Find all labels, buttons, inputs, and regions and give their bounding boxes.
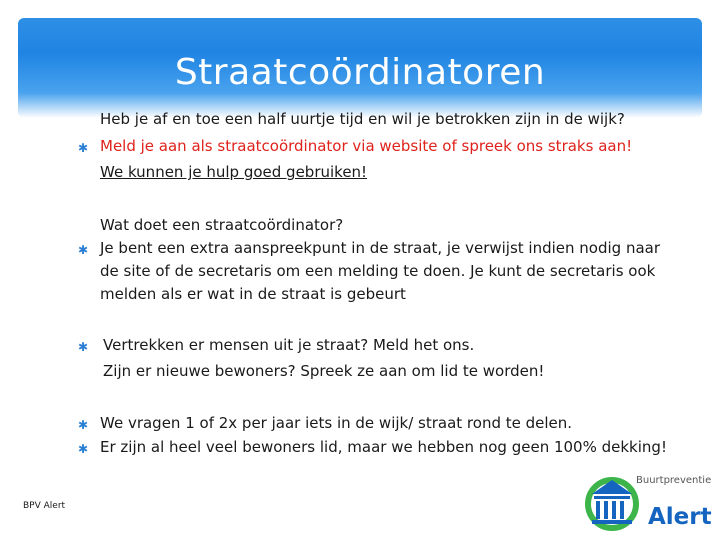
bullet-icon: ✱: [78, 141, 89, 155]
bullet-icon: ✱: [78, 418, 89, 432]
duty-text: Je bent een extra aanspreekpunt in de straat, je verwijst indien nodig naar de site of de secretaris om een melding te doen. Je kunt de secretaris ook melden als er wat in de straat is gebeurt: [100, 239, 661, 303]
bullet-icon: ✱: [78, 442, 89, 456]
help-line: We kunnen je hulp goed gebruiken!: [100, 163, 368, 181]
share-line: We vragen 1 of 2x per jaar iets in de wijk/ straat rond te delen.: [100, 414, 573, 432]
slide-title: Straatcoördinatoren: [174, 52, 546, 93]
bullet-icon: ✱: [78, 340, 89, 354]
bpv-alert-logo: [582, 472, 712, 536]
bullet-icon: ✱: [78, 243, 89, 257]
intro-question: Heb je af en toe een half uurtje tijd en wil je betrokken zijn in de wijk?: [100, 110, 625, 128]
building-columns-icon: [582, 472, 646, 536]
what-heading: Wat doet een straatcoördinator?: [100, 216, 344, 234]
logo-brand: Alert: [648, 504, 712, 530]
footer-label: BPV Alert: [23, 501, 66, 511]
newcomers-line: Zijn er nieuwe bewoners? Spreek ze aan om lid te worden!: [103, 362, 545, 380]
moving-line: Vertrekken er mensen uit je straat? Meld het ons.: [103, 336, 475, 354]
call-to-action: Meld je aan als straatcoördinator via website of spreek ons straks aan!: [100, 137, 633, 155]
logo-top-text: Buurtpreventie: [636, 475, 712, 486]
coverage-line: Er zijn al heel veel bewoners lid, maar we hebben nog geen 100% dekking!: [100, 438, 667, 456]
